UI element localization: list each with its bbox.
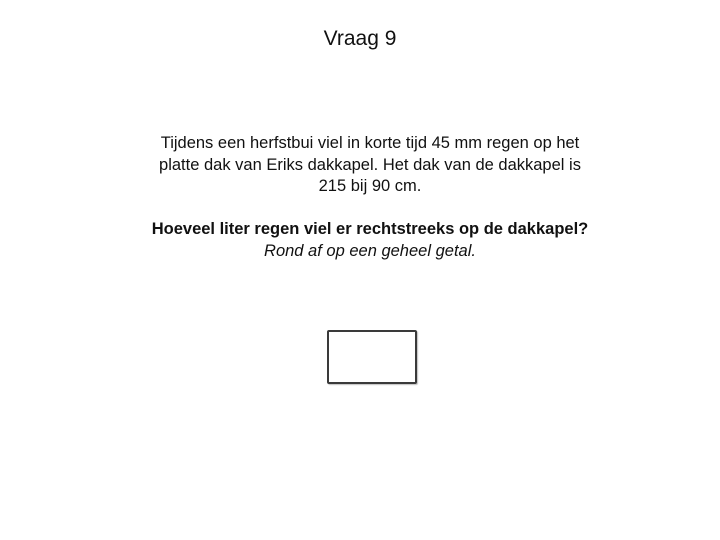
- answer-input-box[interactable]: [327, 330, 417, 384]
- question-intro-text: Tijdens een herfstbui viel in korte tijd 45 mm regen op het platte dak van Eriks dakkapel. Het dak van de dakkapel is 215 bij 90 cm.: [159, 134, 581, 195]
- question-prompt: [150, 219, 590, 262]
- question-hint-text: Rond af op een geheel getal.: [264, 241, 476, 260]
- question-main-text: Hoeveel liter regen viel er rechtstreeks op de dakkapel?: [151, 220, 589, 238]
- question-title: Vraag 9: [323, 27, 397, 50]
